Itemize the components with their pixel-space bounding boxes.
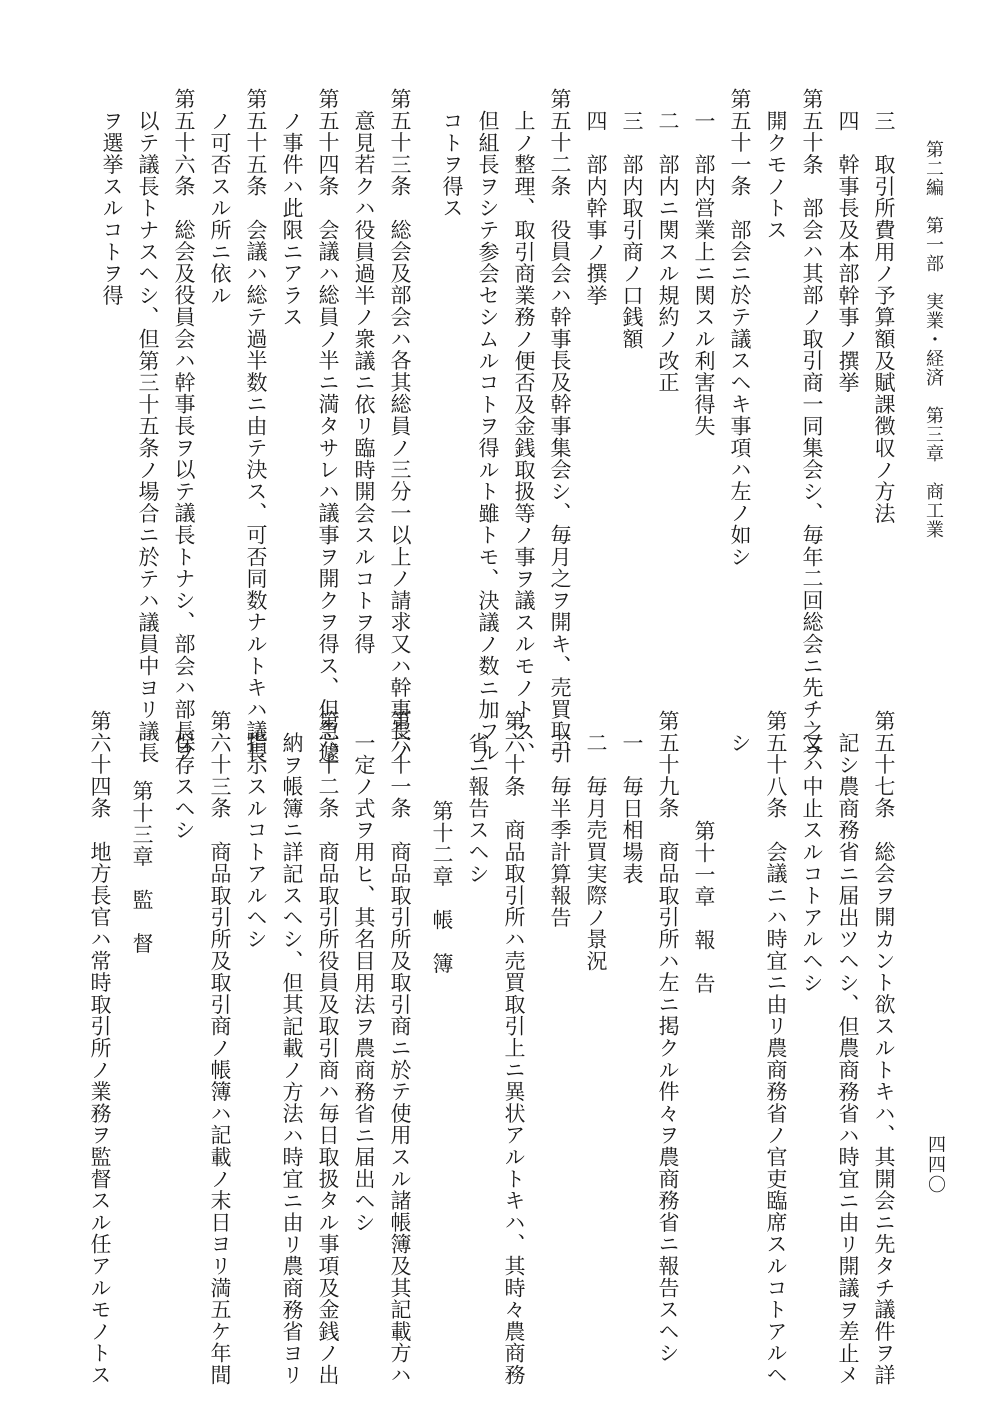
text-column: 納ヲ帳簿ニ詳記スヘシ、但其記載ノ方法ハ時宜ニ由リ農商務省ヨリ [280, 732, 304, 1386]
text-column: 四 部内幹事ノ撰挙 [584, 110, 608, 307]
text-column: 第五十一条 部会ニ於テ議スヘキ事項ハ左ノ如シ [728, 88, 752, 568]
text-column: 三 部内取引商ノ口銭額 [620, 110, 644, 350]
text-column: 三 取引所費用ノ予算額及賦課徴収ノ方法 [872, 110, 896, 525]
text-column: 一定ノ式ヲ用ヒ、其名目用法ヲ農商務省ニ届出ヘシ [352, 732, 376, 1234]
text-column: ノ可否スル所ニ依ル [208, 110, 232, 307]
text-column: 省ニ報告スヘシ [466, 732, 490, 885]
text-column: 第六十条 商品取引所ハ売買取引上ニ異状アルトキハ、其時々農商務 [502, 710, 526, 1386]
text-column: 三 毎半季計算報告 [548, 732, 572, 929]
text-column: 第五十八条 会議ニハ時宜ニ由リ農商務省ノ官吏臨席スルコトアルヘ [764, 710, 788, 1386]
text-column: 二 部内ニ関スル規約ノ改正 [656, 110, 680, 394]
text-column: 又ハ中止スルコトアルヘシ [800, 732, 824, 994]
text-column: ヲ選挙スルコトヲ得 [100, 110, 124, 307]
running-header: 第二編 第一部 実業・経済 第三章 商工業 [923, 140, 944, 539]
text-column: 第五十五条 会議ハ総テ過半数ニ由テ決ス、可否同数ナルトキハ議長 [244, 88, 268, 764]
text-column: 記シ農商務省ニ届出ツヘシ、但農商務省ハ時宜ニ由リ開議ヲ差止メ [836, 732, 860, 1386]
text-column: 指示スルコトアルヘシ [244, 732, 268, 950]
page-number: 四四〇 [925, 1135, 946, 1195]
text-column: 第五十四条 会議ハ総員ノ半ニ満タサレハ議事ヲ開クヲ得ス、但急遽 [316, 88, 340, 764]
text-column: ノ事件ハ此限ニアラス [280, 110, 304, 328]
text-column: 第五十九条 商品取引所ハ左ニ掲クル件々ヲ農商務省ニ報告スヘシ [656, 710, 680, 1364]
text-column: 四 幹事長及本部幹事ノ撰挙 [836, 110, 860, 394]
chapter-heading: 第十一章 報 告 [692, 820, 716, 995]
text-column: 第五十二条 役員会ハ幹事長及幹事集会シ、毎月之ヲ開キ、売買取引 [548, 88, 572, 764]
text-column: 第五十七条 総会ヲ開カント欲スルトキハ、其開会ニ先タチ議件ヲ詳 [872, 710, 896, 1386]
text-column: 但組長ヲシテ参会セシムルコトヲ得ルト雖トモ、決議ノ数ニ加フル [476, 110, 500, 764]
text-column: シ [728, 732, 752, 754]
text-column: 第六十二条 商品取引所役員及取引商ハ毎日取扱タル事項及金銭ノ出 [316, 710, 340, 1386]
text-column: 一 部内営業上ニ関スル利害得失 [692, 110, 716, 437]
text-column: 保存スヘシ [172, 732, 196, 841]
text-column: コトヲ得ス [440, 110, 464, 219]
text-column: 一 毎日相場表 [620, 732, 644, 885]
text-column: 第六十四条 地方長官ハ常時取引所ノ業務ヲ監督スル任アルモノトス [88, 710, 112, 1386]
text-column: 上ノ整理、取引商業務ノ便否及金銭取扱等ノ事ヲ議スルモノトス、 [512, 110, 536, 764]
text-column: 第五十六条 総会及役員会ハ幹事長ヲ以テ議長トナシ、部会ハ部長ヲ [172, 88, 196, 764]
chapter-heading: 第十三章 監 督 [130, 780, 154, 955]
text-column: 二 毎月売買実際ノ景況 [584, 732, 608, 972]
text-column: 第六十三条 商品取引所及取引商ノ帳簿ハ記載ノ末日ヨリ満五ケ年間 [208, 710, 232, 1386]
text-column: 開クモノトス [764, 110, 788, 241]
text-column: 第五十条 部会ハ其部ノ取引商一同集会シ、毎年二回総会ニ先チ之ヲ [800, 88, 824, 764]
text-column: 第五十三条 総会及部会ハ各其総員ノ三分一以上ノ請求又ハ幹事長ノ [388, 88, 412, 764]
chapter-heading: 第十二章 帳 簿 [430, 800, 454, 975]
text-column: 以テ議長トナスヘシ、但第三十五条ノ場合ニ於テハ議員中ヨリ議長 [136, 110, 160, 764]
text-column: 第六十一条 商品取引所及取引商ニ於テ使用スル諸帳簿及其記載方ハ [388, 710, 412, 1386]
text-column: 意見若クハ役員過半ノ衆議ニ依リ臨時開会スルコトヲ得 [352, 110, 376, 655]
